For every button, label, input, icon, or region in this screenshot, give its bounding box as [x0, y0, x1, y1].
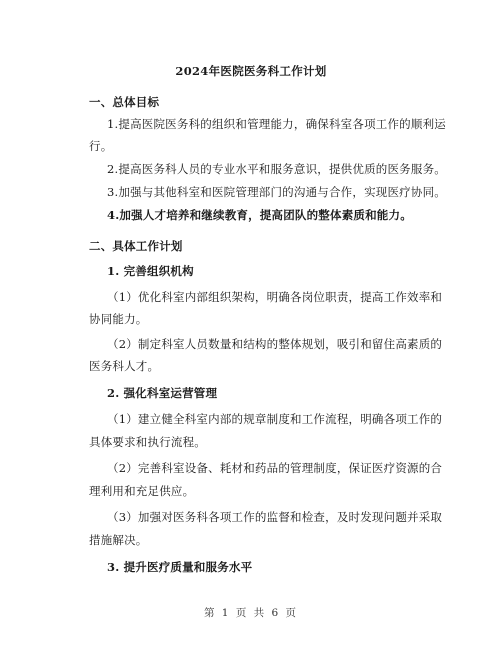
- subsection-heading-2: 2. 强化科室运营管理: [107, 386, 218, 400]
- plan-2-2-line-2: 理利用和充足供应。: [89, 484, 195, 498]
- plan-2-2-line-1: （2）完善科室设备、耗材和药品的管理制度，保证医疗资源的合: [107, 461, 443, 475]
- plan-2-3-line-2: 措施解决。: [89, 533, 148, 547]
- goal-item-1-line-1: 1.提高医院医务科的组织和管理能力，确保科室各项工作的顺利运: [107, 117, 446, 131]
- goal-item-1-line-2: 行。: [89, 139, 113, 153]
- plan-1-1-line-1: （1）优化科室内部组织架构，明确各岗位职责，提高工作效率和: [107, 290, 443, 304]
- plan-1-1-line-2: 协同能力。: [89, 312, 148, 326]
- goal-item-2: 2.提高医务科人员的专业水平和服务意识，提供优质的医务服务。: [107, 162, 446, 176]
- subsection-heading-3: 3. 提升医疗质量和服务水平: [107, 560, 253, 574]
- subsection-heading-1: 1. 完善组织机构: [107, 264, 194, 278]
- plan-1-2-line-2: 医务科人才。: [89, 359, 160, 373]
- plan-2-3-line-1: （3）加强对医务科各项工作的监督和检查，及时发现问题并采取: [107, 510, 443, 524]
- goal-item-4: 4.加强人才培养和继续教育，提高团队的整体素质和能力。: [107, 208, 412, 222]
- section-heading-work-plan: 二、具体工作计划: [89, 239, 183, 253]
- section-heading-overall-goals: 一、总体目标: [89, 95, 160, 109]
- document-title: 2024年医院医务科工作计划: [175, 64, 327, 78]
- plan-1-2-line-1: （2）制定科室人员数量和结构的整体规划，吸引和留住高素质的: [107, 337, 443, 351]
- plan-2-1-line-2: 具体要求和执行流程。: [89, 435, 206, 449]
- goal-item-3: 3.加强与其他科室和医院管理部门的沟通与合作，实现医疗协同。: [107, 185, 446, 199]
- page-footer: 第 1 页 共 6 页: [203, 607, 299, 619]
- plan-2-1-line-1: （1）建立健全科室内部的规章制度和工作流程，明确各项工作的: [107, 412, 443, 426]
